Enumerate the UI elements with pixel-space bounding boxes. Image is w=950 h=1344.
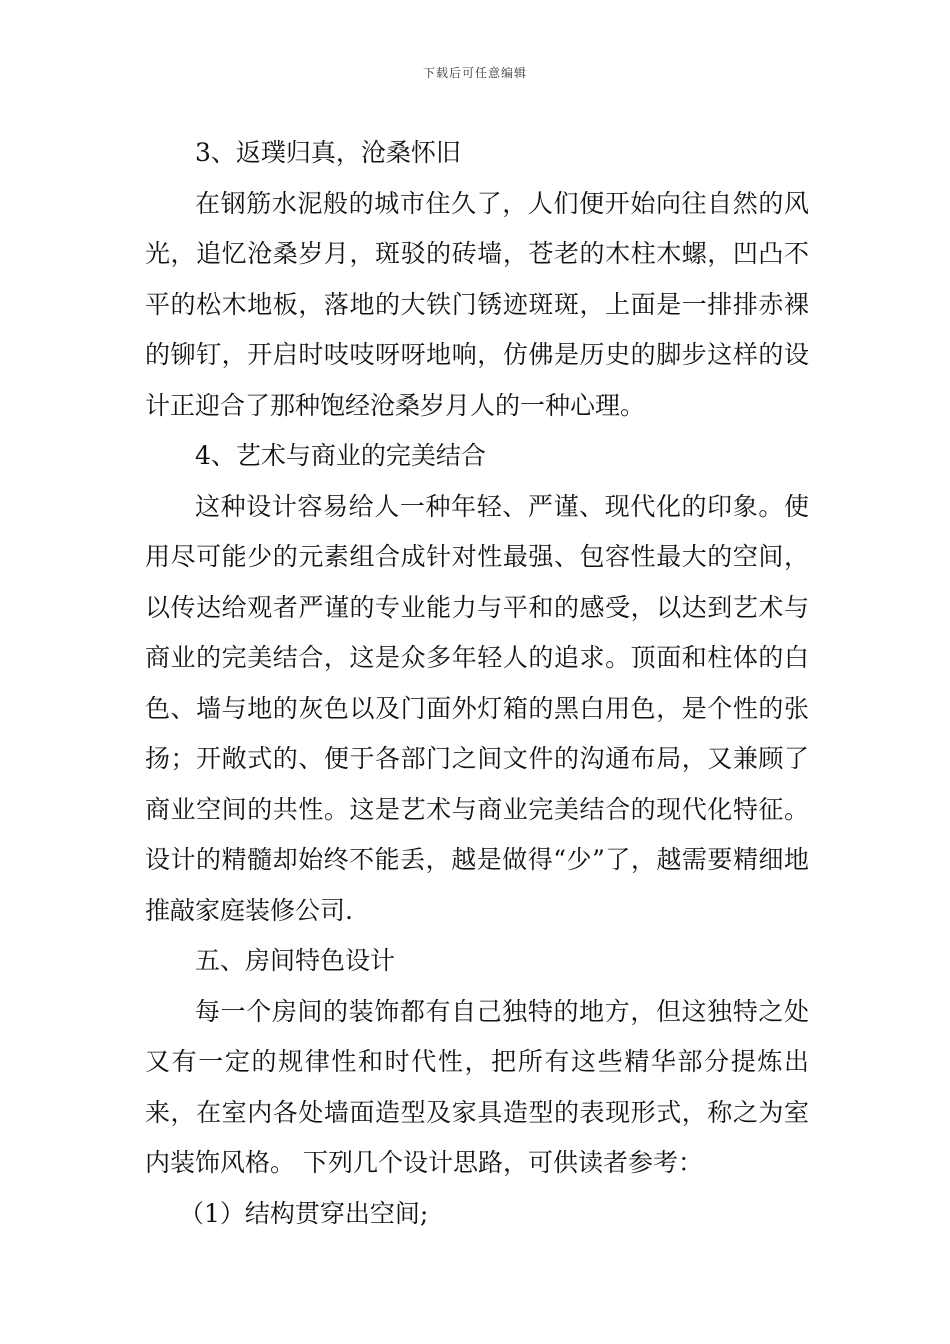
section-heading-3: 3、返璞归真，沧桑怀旧 bbox=[195, 138, 461, 167]
paragraph-art-commerce: 这种设计容易给人一种年轻、严谨、现代化的印象。使用尽可能少的元素组合成针对性最强、包容性最大的空间，以传达给观者严谨的专业能力与平和的感受，以达到艺术与商业的完美结合，这是众多年轻人的追求。顶面和柱体的白色、墙与地的灰色以及门面外灯箱的黑白用色，是个性的张扬；开敞式的、便于各部门之间文件的沟通布局，又兼顾了商业空间的共性。这是艺术与商业完美结合的现代化特征。设计的精髓却始终不能丢，越是做得“少”了，越需要精细地推敲家庭装修公司. bbox=[145, 491, 809, 925]
list-item-1: （1）结构贯穿出空间; bbox=[179, 1198, 429, 1228]
document-body bbox=[145, 128, 809, 1239]
section-heading-5: 五、房间特色设计 bbox=[195, 946, 396, 975]
section-heading-4: 4、艺术与商业的完美结合 bbox=[195, 441, 486, 470]
paragraph-room-design: 每一个房间的装饰都有自己独特的地方，但这独特之处又有一定的规律性和时代性，把所有这些精华部分提炼出来，在室内各处墙面造型及家具造型的表现形式，称之为室内装饰风格。 下列几个设计思路，可供读者参考： bbox=[145, 996, 809, 1177]
paragraph-nostalgia: 在钢筋水泥般的城市住久了，人们便开始向往自然的风光，追忆沧桑岁月，斑驳的砖墙，苍老的木柱木螺，凹凸不平的松木地板，落地的大铁门锈迹斑斑，上面是一排排赤裸的铆钉，开启时吱吱呀呀地响，仿佛是历史的脚步这样的设计正迎合了那种饱经沧桑岁月人的一种心理。 bbox=[145, 188, 809, 420]
page-header: 下载后可任意编辑 bbox=[422, 66, 527, 80]
